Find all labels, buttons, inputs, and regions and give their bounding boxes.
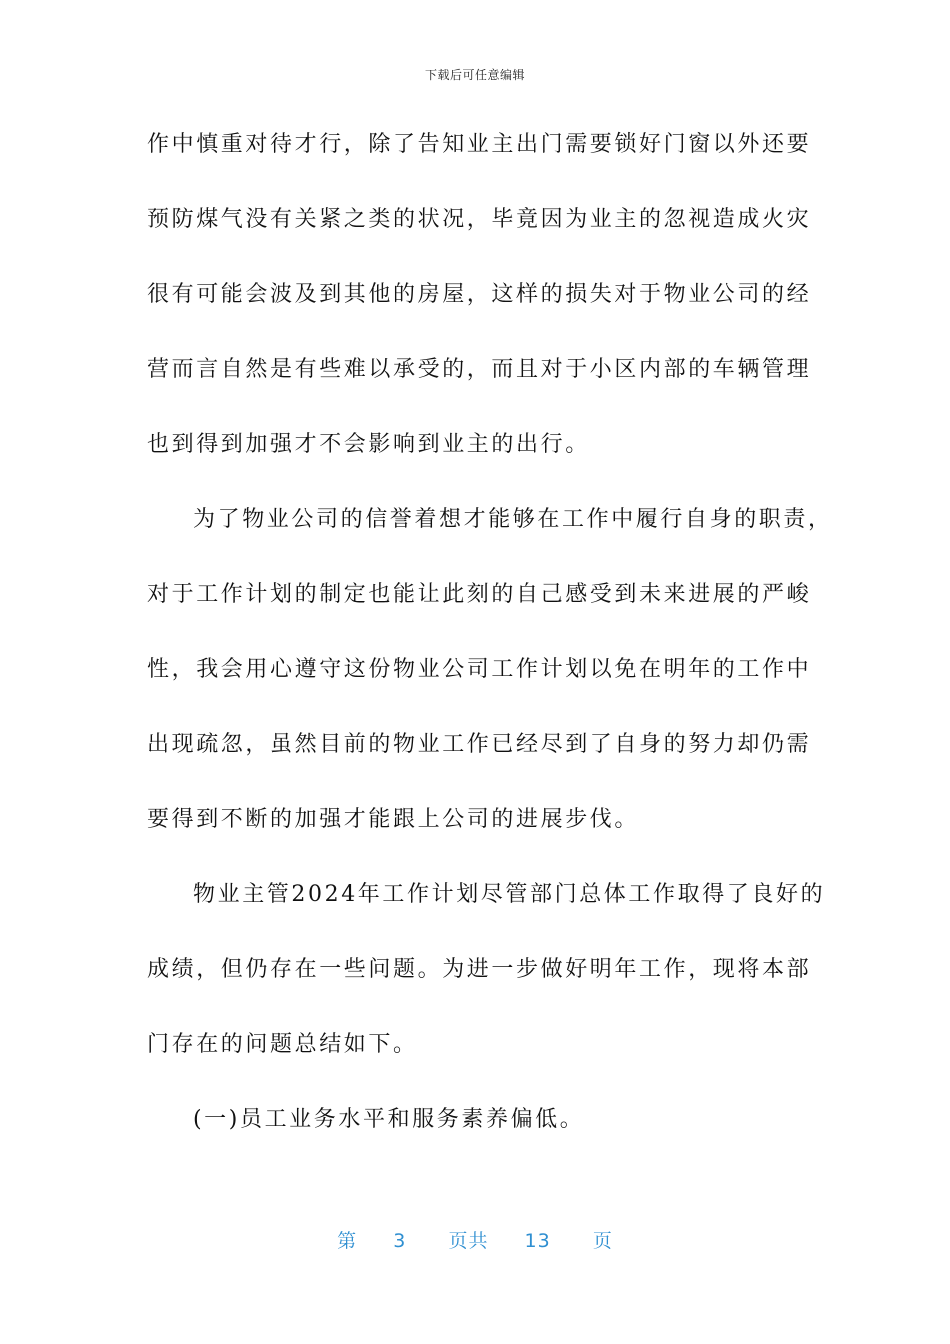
document-body — [147, 126, 833, 1176]
body-line: 出现疏忽，虽然目前的物业工作已经尽到了自身的努力却仍需 — [147, 732, 812, 757]
total-pages-number: 13 — [524, 1230, 551, 1252]
body-line: 对于工作计划的制定也能让此刻的自己感受到未来进展的严峻 — [147, 582, 812, 607]
page-mid-text: 页共 — [448, 1230, 489, 1252]
page-prefix: 第 — [337, 1230, 358, 1252]
section-heading-line: (一)员工业务水平和服务素养偏低。 — [193, 1107, 585, 1132]
page-suffix: 页 — [592, 1230, 613, 1252]
body-line: 门存在的问题总结如下。 — [147, 1032, 418, 1057]
paragraph-start-line: 为了物业公司的信誉着想才能够在工作中履行自身的职责， — [193, 507, 833, 532]
page-number-footer — [0, 1226, 950, 1253]
current-page-number: 3 — [393, 1230, 407, 1252]
body-line: 很有可能会波及到其他的房屋，这样的损失对于物业公司的经 — [147, 282, 812, 307]
header-note: 下载后可任意编辑 — [424, 68, 525, 82]
body-line: 作中慎重对待才行，除了告知业主出门需要锁好门窗以外还要 — [147, 132, 812, 157]
body-line: 性，我会用心遵守这份物业公司工作计划以免在明年的工作中 — [147, 657, 812, 682]
body-line: 也到得到加强才不会影响到业主的出行。 — [147, 432, 590, 457]
body-line: 要得到不断的加强才能跟上公司的进展步伐。 — [147, 807, 640, 832]
body-line: 营而言自然是有些难以承受的，而且对于小区内部的车辆管理 — [147, 357, 812, 382]
paragraph-start-line: 物业主管2024年工作计划尽管部门总体工作取得了良好的 — [193, 882, 826, 907]
body-line: 预防煤气没有关紧之类的状况，毕竟因为业主的忽视造成火灾 — [147, 207, 812, 232]
body-line: 成绩，但仍存在一些问题。为进一步做好明年工作，现将本部 — [147, 957, 812, 982]
